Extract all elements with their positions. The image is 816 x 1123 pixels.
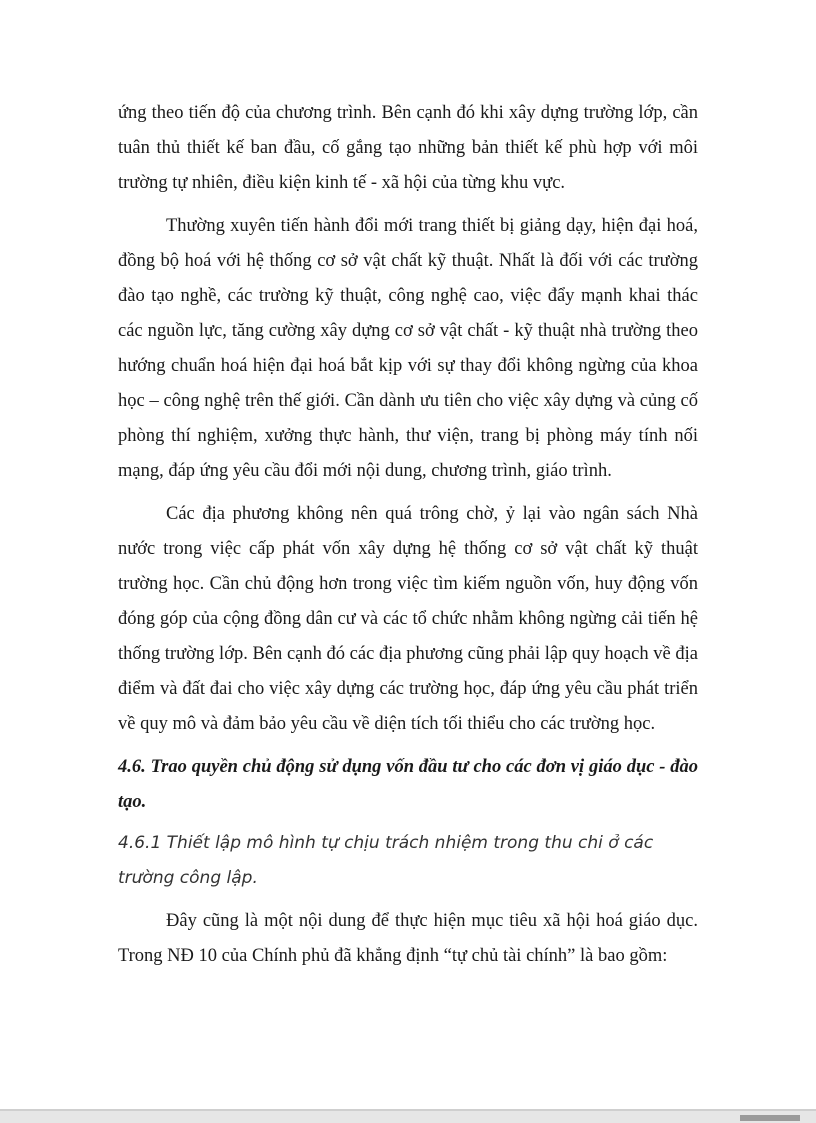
paragraph-financial-autonomy: Đây cũng là một nội dung để thực hiện mục tiêu xã hội hoá giáo dục. Trong NĐ 10 của Chính phủ đã khẳng định “tự chủ tài chính” là bao gồm: xyxy=(118,911,698,966)
footer-marker xyxy=(740,1115,800,1121)
section-heading: 4.6. Trao quyền chủ động sử dụng vốn đầu tư cho các đơn vị giáo dục - đào tạo. xyxy=(118,757,698,812)
subsection-heading: 4.6.1 Thiết lập mô hình tự chịu trách nhiệm trong thu chi ở các trường công lập. xyxy=(118,833,654,888)
page-footer-bar xyxy=(0,1109,816,1123)
paragraph-construction-continuation: ứng theo tiến độ của chương trình. Bên cạnh đó khi xây dựng trường lớp, cần tuân thủ thiết kế ban đầu, cố gắng tạo những bản thiết kế phù hợp với môi trường tự nhiên, điều kiện kinh tế - xã hội của từng khu vực. xyxy=(118,103,698,193)
paragraph-equipment-modernization: Thường xuyên tiến hành đổi mới trang thiết bị giảng dạy, hiện đại hoá, đồng bộ hoá với hệ thống cơ sở vật chất kỹ thuật. Nhất là đối với các trường đào tạo nghề, các trường kỹ thuật, công nghệ cao, việc đẩy mạnh khai thác các nguồn lực, tăng cường xây dựng cơ sở vật chất - kỹ thuật nhà trường theo hướng chuẩn hoá hiện đại hoá bắt kịp với sự thay đổi không ngừng của khoa học – công nghệ trên thế giới. Cần dành ưu tiên cho việc xây dựng và củng cố phòng thí nghiệm, xưởng thực hành, thư viện, trang bị phòng máy tính nối mạng, đáp ứng yêu cầu đổi mới nội dung, chương trình, giáo trình. xyxy=(118,216,698,481)
document-page xyxy=(118,96,698,974)
paragraph-local-funding: Các địa phương không nên quá trông chờ, ỷ lại vào ngân sách Nhà nước trong việc cấp phát vốn xây dựng hệ thống cơ sở vật chất kỹ thuật trường học. Cần chủ động hơn trong việc tìm kiếm nguồn vốn, huy động vốn đóng góp của cộng đồng dân cư và các tổ chức nhằm không ngừng cải tiến hệ thống trường lớp. Bên cạnh đó các địa phương cũng phải lập quy hoạch về địa điểm và đất đai cho việc xây dựng các trường học, đáp ứng yêu cầu phát triển về quy mô và đảm bảo yêu cầu về diện tích tối thiểu cho các trường học. xyxy=(118,504,698,734)
